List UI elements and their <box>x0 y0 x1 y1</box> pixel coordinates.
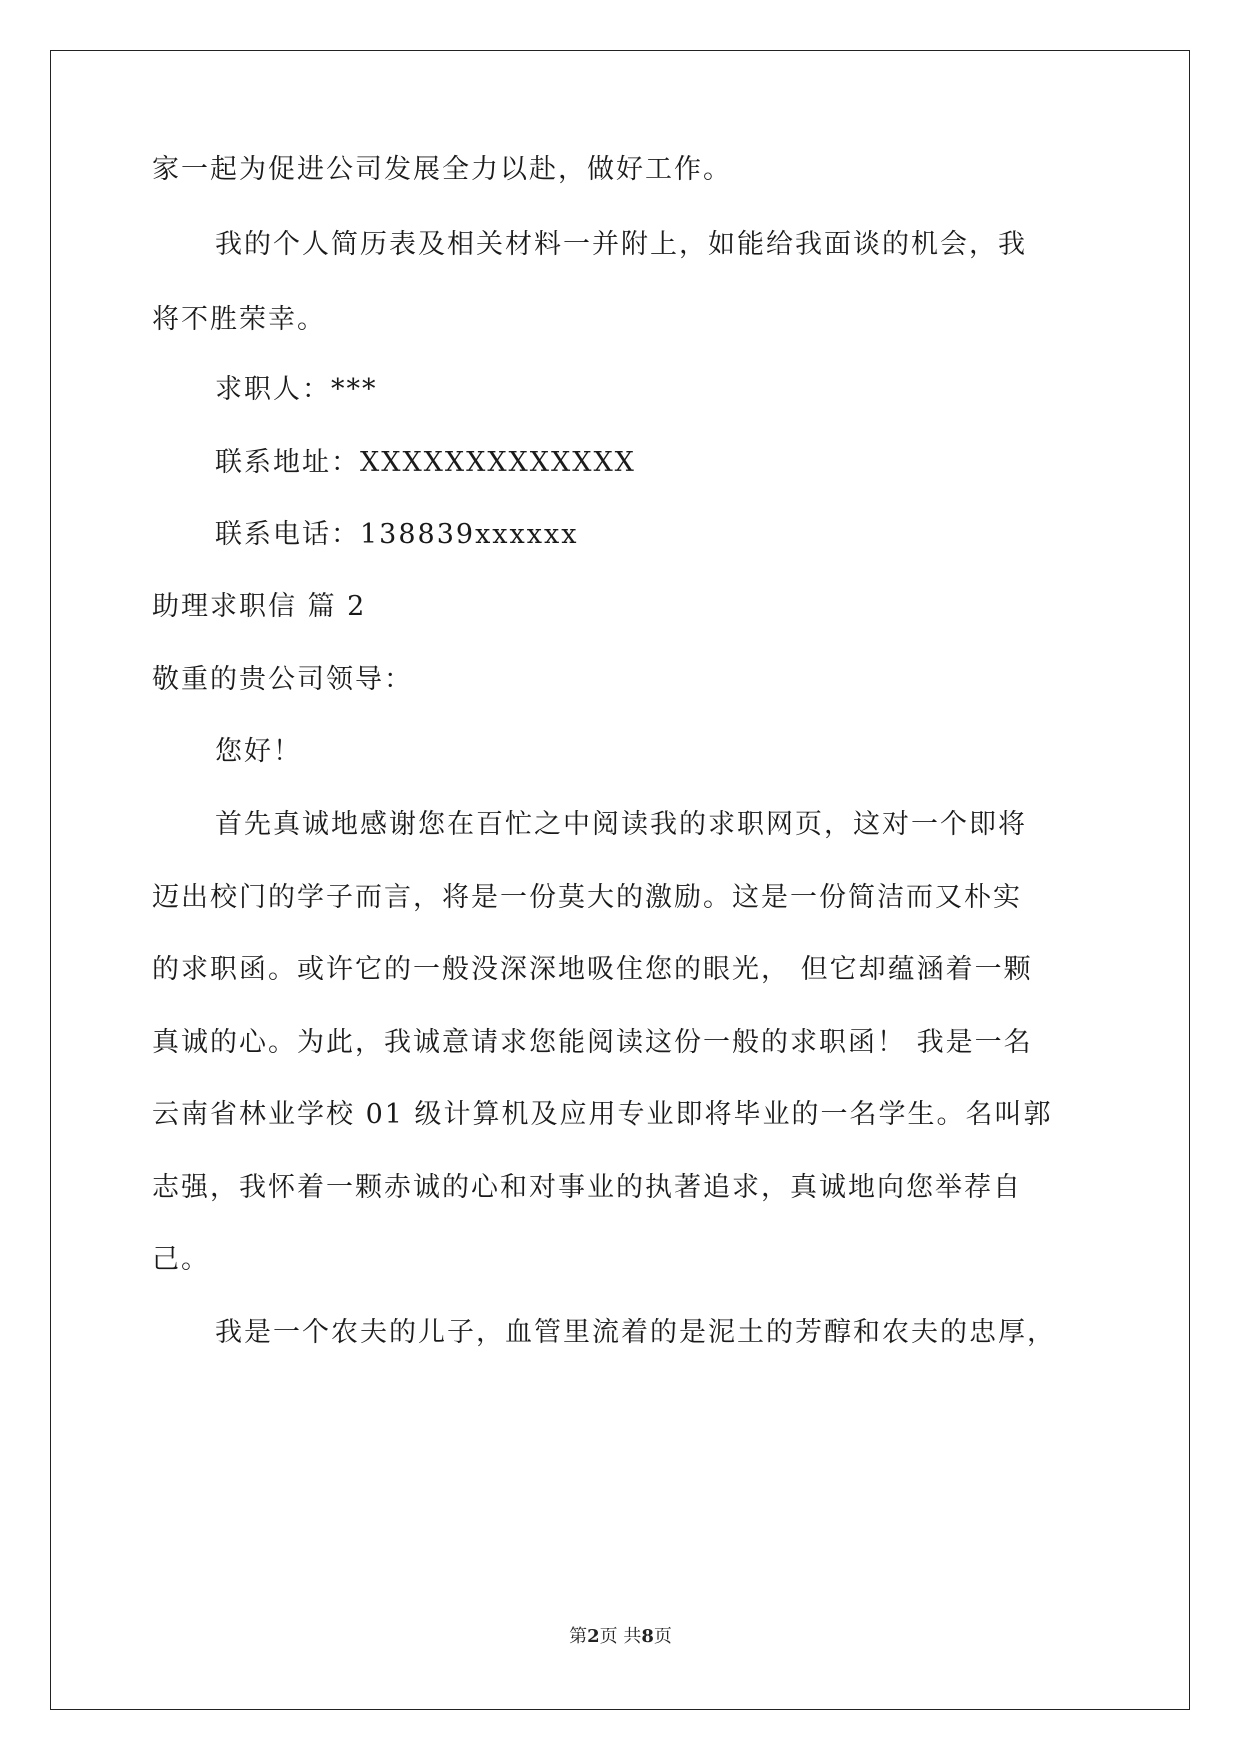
total-pages-number: 8 <box>641 1626 654 1647</box>
body-text-line: 我是一个农夫的儿子，血管里流着的是泥土的芳醇和农夫的忠厚， <box>215 1317 1056 1348</box>
applicant-name-line: 求职人：*** <box>215 374 378 405</box>
body-text-line: 迈出校门的学子而言，将是一份莫大的激励。这是一份简洁而又朴实 <box>152 882 1022 913</box>
greeting: 您好！ <box>215 736 302 767</box>
footer-mid: 页 共 <box>599 1626 642 1647</box>
footer-prefix: 第 <box>569 1626 588 1647</box>
body-text-line: 真诚的心。为此，我诚意请求您能阅读这份一般的求职函！ 我是一名 <box>152 1027 1033 1058</box>
body-text-line: 家一起为促进公司发展全力以赴，做好工作。 <box>152 154 732 185</box>
current-page-number: 2 <box>587 1626 600 1647</box>
contact-address-line: 联系地址：XXXXXXXXXXXXX <box>215 447 636 478</box>
contact-phone-line: 联系电话：138839xxxxxx <box>215 519 579 550</box>
body-text-line: 将不胜荣幸。 <box>152 304 326 335</box>
salutation: 敬重的贵公司领导： <box>152 664 413 695</box>
footer-suffix: 页 <box>653 1626 672 1647</box>
body-text-line: 的求职函。或许它的一般没深深地吸住您的眼光， 但它却蕴涵着一颗 <box>152 954 1033 985</box>
page-footer <box>0 1625 1241 1649</box>
body-text-line: 云南省林业学校 01 级计算机及应用专业即将毕业的一名学生。名叫郭 <box>152 1099 1053 1130</box>
body-text-line: 己。 <box>152 1244 210 1275</box>
body-text-line: 首先真诚地感谢您在百忙之中阅读我的求职网页，这对一个即将 <box>215 809 1027 840</box>
body-text-line: 志强，我怀着一颗赤诚的心和对事业的执著追求，真诚地向您举荐自 <box>152 1172 1022 1203</box>
section-heading: 助理求职信 篇 2 <box>152 591 367 622</box>
body-text-line: 我的个人简历表及相关材料一并附上，如能给我面谈的机会，我 <box>215 229 1027 260</box>
